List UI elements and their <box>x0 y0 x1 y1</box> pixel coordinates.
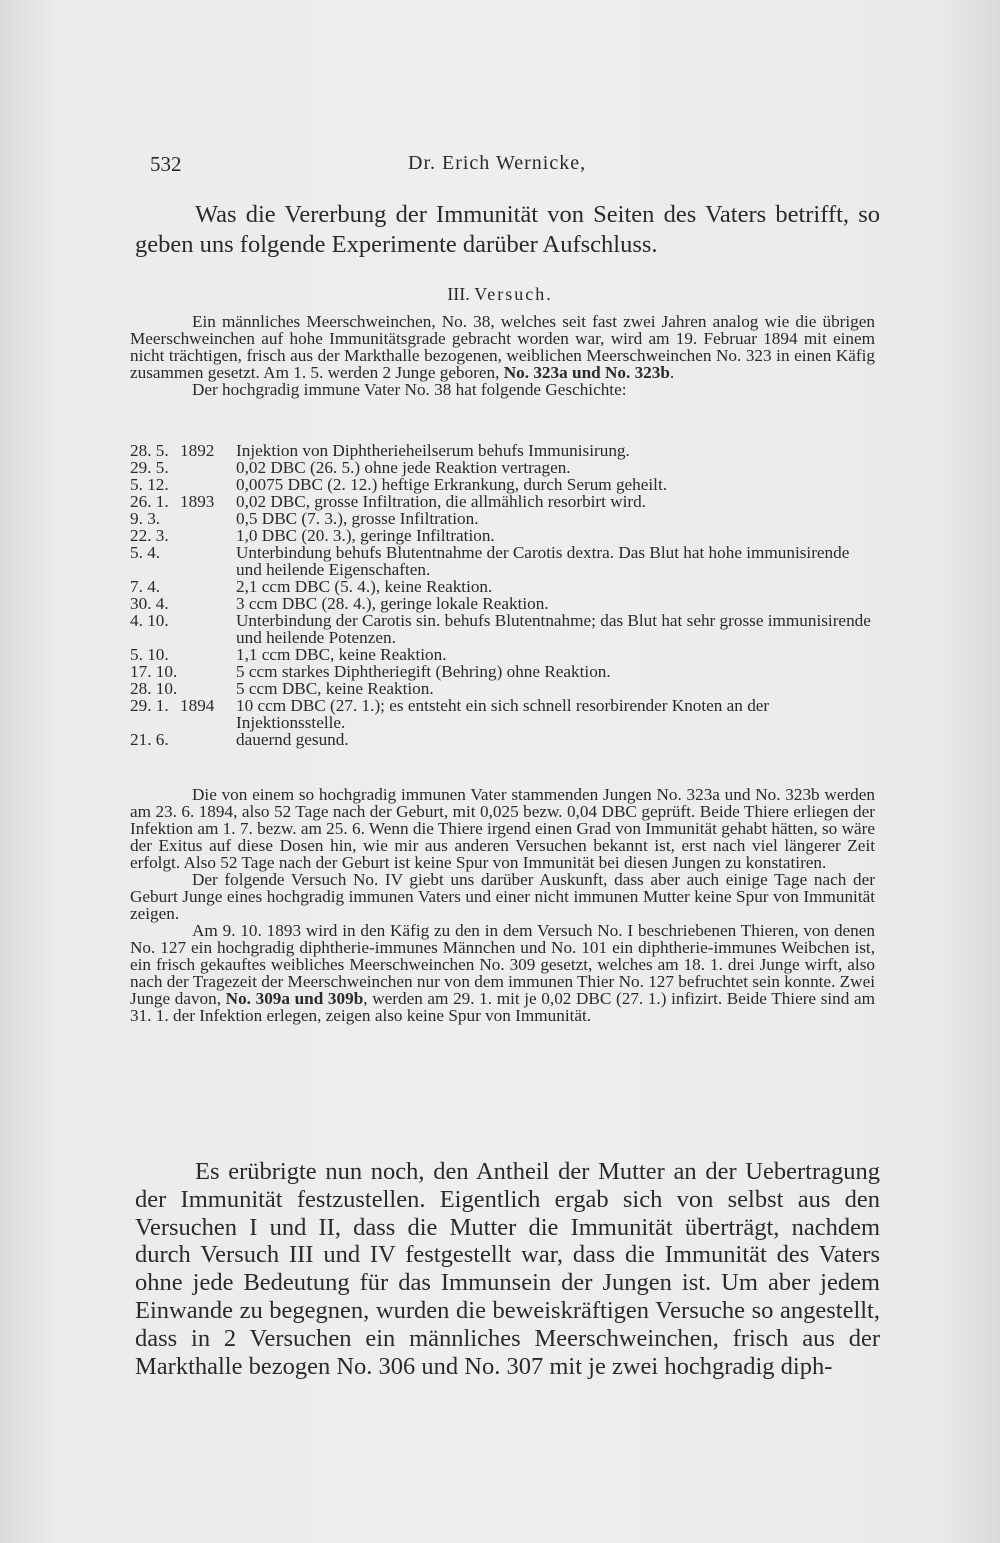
history-date: 5. 10. <box>130 645 169 664</box>
section-label: Versuch. <box>474 284 553 304</box>
history-year: 1894 <box>180 696 215 715</box>
history-entry <box>130 544 875 578</box>
history-text: 5 ccm DBC, keine Reaktion. <box>236 679 434 698</box>
history-entry <box>130 697 875 731</box>
history-text: Unterbindung der Carotis sin. behufs Blutentnahme; das Blut hat sehr grosse immunisirende und heilende Potenzen. <box>236 611 871 647</box>
history-entry <box>130 442 875 459</box>
history-year <box>180 459 236 476</box>
final-paragraph <box>135 1158 880 1380</box>
running-header <box>150 152 880 182</box>
experiment-text-a: Ein männliches Meerschweinchen, No. 38, welches seit fast zwei Jahren analog wie die übrigen Meerschweinchen auf hohe Immunitätsgrade gebracht worden war, wird am 19. Februar 1894 mit einem nicht trächtigen, frisch aus der Markthalle bezogenen, weiblichen Meerschweinchen No. 323 in einen Käfig zusammen gesetzt. Am 1. 5. werden 2 Junge geboren, <box>130 312 875 382</box>
history-date: 29. 5. <box>130 458 169 477</box>
history-text: 0,02 DBC, grosse Infiltration, die allmählich resorbirt wird. <box>236 492 647 511</box>
history-date: 22. 3. <box>130 526 169 545</box>
history-text: dauernd gesund. <box>236 730 349 749</box>
history-entry <box>130 663 875 680</box>
history-entry <box>130 527 875 544</box>
discussion-p3-a: Am 9. 10. 1893 wird in den Käfig zu den in dem Versuch No. I beschriebenen Thieren, von denen No. 127 ein hochgradig diphtherie-immunes Männchen und No. 101 ein diphtherie-immunes Weibchen ist, ein frisch gekauftes weibliches Meerschweinchen No. 309 gesetzt, welches am 18. 1. drei Junge wirft, also nach der Tragezeit der Meerschweinchen nur von dem immunen Thier No. 127 befruchtet sein konnte. Zwei Junge davon, <box>130 921 875 1008</box>
history-text: 1,1 ccm DBC, keine Reaktion. <box>236 645 447 664</box>
history-year <box>180 595 236 612</box>
history-date: 5. 12. <box>130 475 169 494</box>
history-text: 5 ccm starkes Diphtheriegift (Behring) ohne Reaktion. <box>236 662 611 681</box>
history-entry <box>130 731 875 748</box>
discussion-p3 <box>130 922 875 1024</box>
history-year <box>180 612 236 646</box>
history-entry <box>130 595 875 612</box>
history-date: 9. 3. <box>130 509 161 528</box>
experiment-text <box>130 313 875 381</box>
offspring-ids-2: No. 309a und 309b <box>225 989 364 1008</box>
history-year <box>180 476 236 493</box>
history-entry <box>130 459 875 476</box>
history-year <box>180 510 236 527</box>
page-number: 532 <box>150 152 182 176</box>
history-year: 1892 <box>180 441 215 460</box>
experiment-intro <box>130 313 875 398</box>
history-text: Unterbindung behufs Blutentnahme der Carotis dextra. Das Blut hat hohe immunisirende und heilende Eigenschaften. <box>236 543 850 579</box>
history-log <box>130 442 875 748</box>
history-entry <box>130 578 875 595</box>
history-entry <box>130 680 875 697</box>
history-text: Injektion von Diphtherieheilserum behufs Immunisirung. <box>236 441 630 460</box>
history-entry <box>130 612 875 646</box>
history-year <box>180 578 236 595</box>
history-year: 1893 <box>180 492 215 511</box>
history-year <box>180 646 236 663</box>
experiment-text-b: . <box>669 363 675 382</box>
offspring-ids: No. 323a und No. 323b <box>503 363 670 382</box>
history-date: 7. 4. <box>130 577 161 596</box>
history-text: 3 ccm DBC (28. 4.), geringe lokale Reaktion. <box>236 594 549 613</box>
history-text: 10 ccm DBC (27. 1.); es entsteht ein sich schnell resorbirender Knoten an der Injektionsstelle. <box>236 696 770 732</box>
history-entry <box>130 493 875 510</box>
history-text: 2,1 ccm DBC (5. 4.), keine Reaktion. <box>236 577 493 596</box>
history-year <box>180 731 236 748</box>
intro-text: Was die Vererbung der Immunität von Seiten des Vaters betrifft, so geben uns folgende Experimente darüber Aufschluss. <box>135 201 880 258</box>
history-date: 21. 6. <box>130 730 169 749</box>
discussion <box>130 786 875 1024</box>
discussion-p1: Die von einem so hochgradig immunen Vater stammenden Jungen No. 323a und No. 323b werden am 23. 6. 1894, also 52 Tage nach der Geburt, mit 0,025 bezw. 0,04 DBC geprüft. Beide Thiere erliegen der Infektion am 1. 7. bezw. am 25. 6. Wenn die Thiere irgend einen Grad von Immunität gehabt hätten, so wäre der Exitus auf diese Dosen hin, wie mir aus anderen Versuchen bekannt ist, erst nach viel längerer Zeit erfolgt. Also 52 Tage nach der Geburt ist keine Spur von Immunität bei diesen Jungen zu konstatiren. <box>130 785 875 872</box>
section-roman: III. <box>447 284 470 304</box>
history-text: 0,0075 DBC (2. 12.) heftige Erkrankung, durch Serum geheilt. <box>236 475 668 494</box>
history-year <box>180 663 236 680</box>
section-title <box>0 284 1000 305</box>
history-intro: Der hochgradig immune Vater No. 38 hat folgende Geschichte: <box>192 380 627 399</box>
history-text: 1,0 DBC (20. 3.), geringe Infiltration. <box>236 526 495 545</box>
history-date: 17. 10. <box>130 662 178 681</box>
history-entry <box>130 510 875 527</box>
history-date: 30. 4. <box>130 594 169 613</box>
running-title: Dr. Erich Wernicke, <box>408 152 587 174</box>
discussion-p2: Der folgende Versuch No. IV giebt uns darüber Auskunft, dass aber auch einige Tage nach der Geburt Junge eines hochgradig immunen Vaters und einer nicht immunen Mutter keine Spur von Immunität zeigen. <box>130 870 875 923</box>
history-date: 29. 1. <box>130 696 169 715</box>
history-date: 5. 4. <box>130 543 161 562</box>
history-entry <box>130 476 875 493</box>
history-text: 0,5 DBC (7. 3.), grosse Infiltration. <box>236 509 479 528</box>
history-text: 0,02 DBC (26. 5.) ohne jede Reaktion vertragen. <box>236 458 571 477</box>
history-date: 28. 10. <box>130 679 178 698</box>
discussion-p3-b: , werden am 29. 1. mit je 0,02 DBC (27. 1.) infizirt. Beide Thiere sind am 31. 1. der Infektion erlegen, zeigen also keine Spur von Immunität. <box>130 989 875 1025</box>
history-year <box>180 544 236 578</box>
history-year <box>180 680 236 697</box>
final-text: Es erübrigte nun noch, den Antheil der Mutter an der Uebertragung der Immunität festzustellen. Eigentlich ergab sich von selbst aus den Versuchen I und II, dass die Mutter die Immunität überträgt, nachdem durch Versuch III und IV festgestellt war, dass die Immunität des Vaters ohne jede Bedeutung für das Immunsein der Jungen ist. Um aber jedem Einwande zu begegnen, wurden die beweiskräftigen Versuche so angestellt, dass in 2 Versuchen ein männliches Meerschweinchen, frisch aus der Markthalle bezogen No. 306 und No. 307 mit je zwei hochgradig diph- <box>135 1158 880 1380</box>
history-date: 4. 10. <box>130 611 169 630</box>
history-date: 28. 5. <box>130 441 169 460</box>
intro-paragraph <box>135 200 880 260</box>
history-entry <box>130 646 875 663</box>
history-year <box>180 527 236 544</box>
history-date: 26. 1. <box>130 492 169 511</box>
